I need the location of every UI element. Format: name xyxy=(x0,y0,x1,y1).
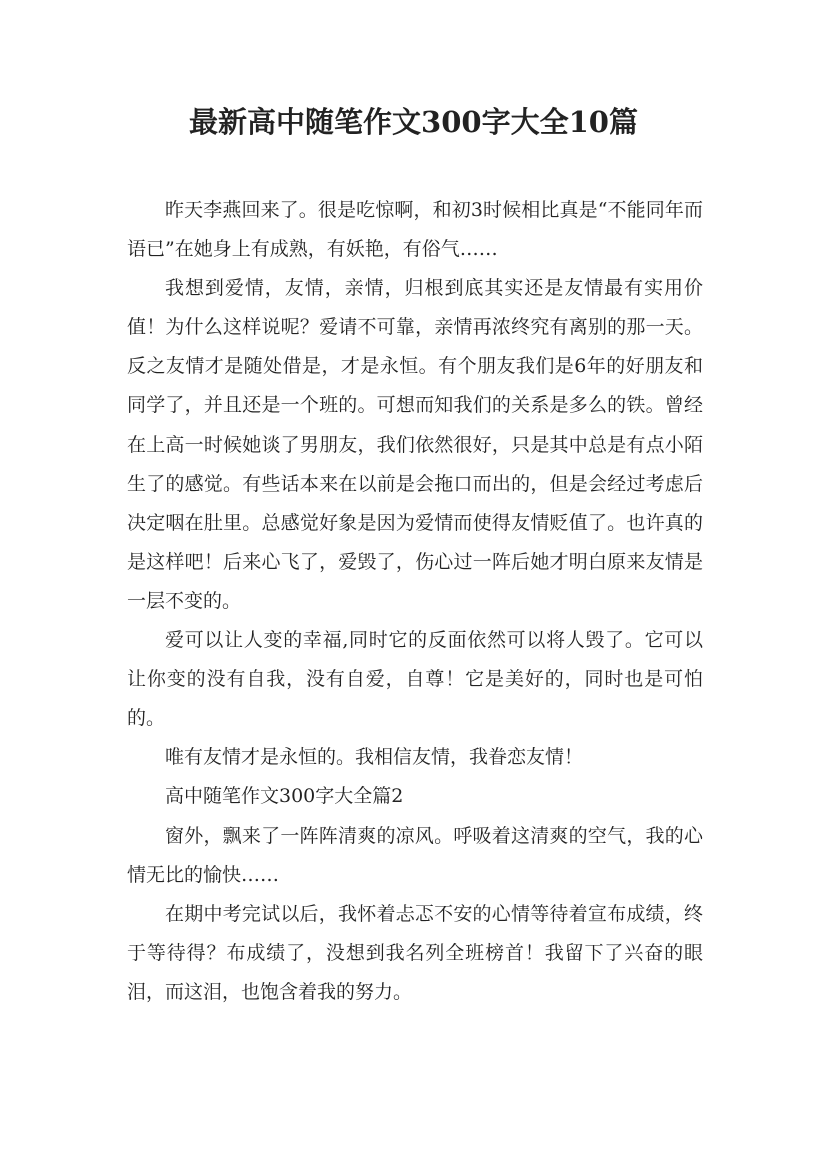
document-body xyxy=(127,191,703,1012)
section-heading: 高中随笔作文300字大全篇2 xyxy=(165,785,404,808)
paragraph: 爱可以让人变的幸福,同时它的反面依然可以将人毁了。它可以让你变的没有自我，没有自爱，自尊！它是美好的，同时也是可怕的。 xyxy=(127,629,703,730)
paragraph: 在期中考完试以后，我怀着忐忑不安的心情等待着宣布成绩，终于等待得？布成绩了，没想到我名列全班榜首！我留下了兴奋的眼泪，而这泪，也饱含着我的努力。 xyxy=(127,902,703,1003)
paragraph: 唯有友情才是永恒的。我相信友情，我眷恋友情！ xyxy=(165,746,584,769)
document-title: 最新高中随笔作文300字大全10篇 xyxy=(189,105,638,139)
paragraph: 我想到爱情，友情，亲情，归根到底其实还是友情最有实用价值！为什么这样说呢？爱请不可靠，亲情再浓终究有离别的那一天。反之友情才是随处借是，才是永恒。有个朋友我们是6年的好朋友和同学了，并且还是一个班的。可想而知我们的关系是多么的铁。曾经在上高一时候她谈了男朋友，我们依然很好，只是其中总是有点小陌生了的感觉。有些话本来在以前是会拖口而出的，但是会经过考虑后决定咽在肚里。总感觉好象是因为爱情而使得友情贬值了。也许真的是这样吧！后来心飞了，爱毁了，伤心过一阵后她才明白原来友情是一层不变的。 xyxy=(127,277,703,612)
paragraph: 窗外，飘来了一阵阵清爽的凉风。呼吸着这清爽的空气，我的心情无比的愉快…… xyxy=(127,824,703,886)
paragraph: 昨天李燕回来了。很是吃惊啊，和初3时候相比真是“不能同年而语已”在她身上有成熟，有妖艳，有俗气…… xyxy=(127,199,703,261)
